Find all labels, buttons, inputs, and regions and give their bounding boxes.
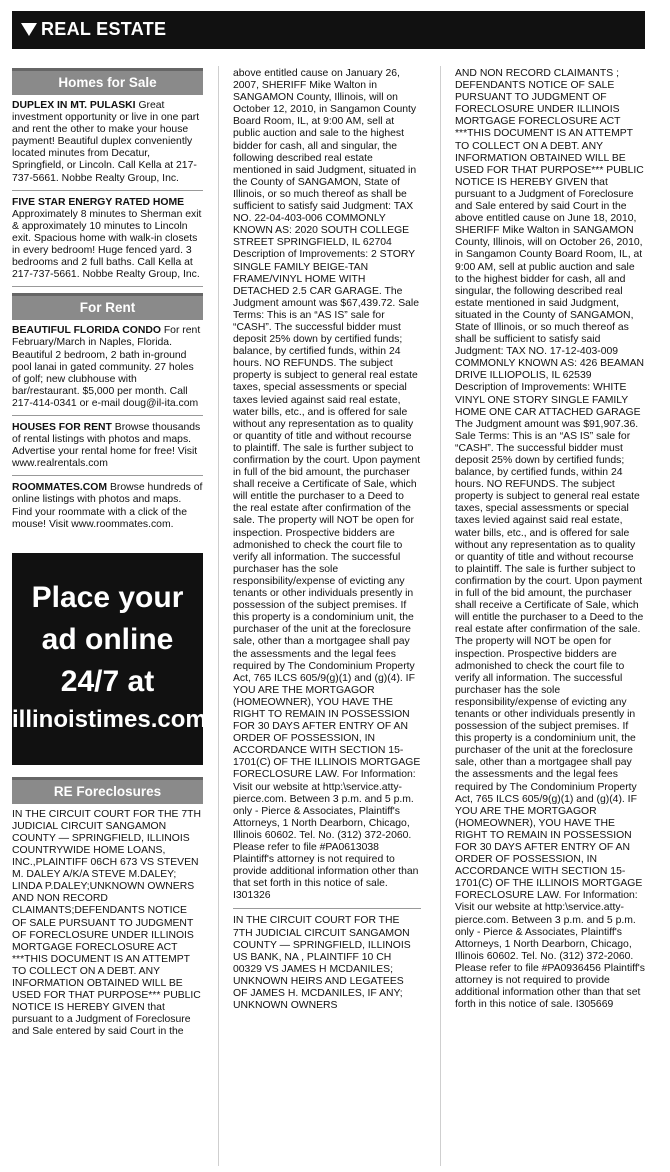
foreclosure-notice-2: IN THE CIRCUIT COURT FOR THE 7TH JUDICIAL CIRCUIT SANGAMON COUNTY — SPRINGFIELD, ILLINOIS US BANK, NA , PLAINTIFF 10 CH 00329 VS JAMES H MCDANILES; UNKNOWN HEIRS AND LEGATEES OF JAMES H. MCDANILES, IF ANY; UNKNOWN OWNERS (233, 915, 411, 1012)
promo-url[interactable]: illinoistimes.com (12, 705, 207, 733)
foreclosure-notice-1-continued: above entitled cause on January 26, 2007, SHERIFF Mike Walton in SANGAMON County, Illinois, will on October 12, 2010, in Sangamon County Board Room, IL, at 9:00 AM, sell at public auction and sale to the highest bidder for cash, all and singular, the following described real estate mentioned in said Judgment, situated in the County of SANGAMON, State of Illinois, or so much thereof as shall be sufficient to satisfy said Judgment: TAX NO. 22-04-403-006 COMMONLY KNOWN AS: 2020 SOUTH COLLEGE STREET SPRINGFIELD, IL 62704 Description of Improvements: 2 STORY SINGLE FAMILY BEIGE-TAN FRAME/VINYL HOME WITH DETACHED 2.5 CAR GARAGE. The Judgment amount was $67,439.72. Sale Terms: This is an “AS IS” sale for “CASH”. The successful bidder must deposit 25% down by certified funds; balance, by certified funds, within 24 hours. NO REFUNDS. The subject property is subject to general real estate taxes, special assessments or special taxes levied against said real estate, water bills, etc., and is offered for sale without any representation as to quality or quantity of title and without recourse to plaintiff. The sale is further subject to confirmation by the court. Upon payment in full of the bid amount, the purchaser shall receive a Certificate of Sale, which will entitle the purchaser to a Deed to the real estate after confirmation of the sale. The property will NOT be open for inspection. Prospective bidders are admonished to check the court file to verify all information. The successful purchaser has the sole responsibility/expense of evicting any tenants or other individuals presently in possession of the subject premises. If this property is a condominium unit, the purchaser of the unit at the foreclosure sale, other than a mortgagee shall pay the assessments and the legal fees required by The Condominium Property Act, 765 ILCS 605/9(g)(1) and (g)(4). IF YOU ARE THE MORTGAGOR (HOMEOWNER), YOU HAVE THE RIGHT TO REMAIN IN POSSESSION FOR 30 DAYS AFTER ENTRY OF AN ORDER OF POSSESSION, IN ACCORDANCE WITH SECTION 15-1701(C) OF THE ILLINOIS MORTGAGE FORECLOSURE LAW. For Information: Visit our website at http:\service.atty-pierce.com. Between 3 p.m. and 5 p.m. only - Pierce & Associates, Plaintiff's Attorneys, 1 North Dearborn, Chicago, Illinois 60602. Tel. No. (312) 372-2060. Please refer to file #PA0613038 Plaintiff's attorney is not required to provide additional information other than that set forth in this notice of sale. I301326 (233, 68, 421, 902)
section-banner (12, 11, 645, 49)
listing-florida-condo (12, 325, 203, 410)
re-foreclosures-heading: RE Foreclosures (12, 777, 203, 804)
triangle-down-icon (21, 23, 37, 36)
divider (233, 908, 421, 909)
divider (12, 475, 203, 476)
place-ad-promo[interactable] (12, 553, 207, 765)
listing-title: DUPLEX IN MT. PULASKI (12, 100, 136, 111)
for-rent-heading: For Rent (12, 293, 203, 320)
divider (12, 190, 203, 191)
column-divider (218, 66, 219, 1166)
listing-five-star (12, 197, 203, 282)
listing-body: Browse thousands of rental listings with photos and maps. Advertise your rental home for free! Visit www.realrentals.com (12, 421, 201, 470)
column-left (12, 68, 207, 1045)
listing-roommates (12, 482, 203, 530)
listing-title: HOUSES FOR RENT (12, 421, 112, 433)
promo-line: 24/7 at (60, 664, 155, 698)
divider (12, 415, 203, 416)
promo-line: Place your (31, 580, 184, 614)
column-right (455, 68, 645, 1017)
listing-title: FIVE STAR ENERGY RATED HOME (12, 196, 185, 208)
column-middle (233, 68, 421, 1018)
listing-duplex (12, 100, 203, 185)
listing-body: Great investment opportunity or live in one part and rent the other to make your house payment! Beautiful duplex conveniently located minutes from Decatur, Springfield, or Lincoln. Call Kella at 217-737-5661. Nobbe Realty Group, Inc. (12, 100, 200, 184)
promo-line: ad online (41, 622, 174, 656)
listing-title: BEAUTIFUL FLORIDA CONDO (12, 325, 161, 337)
foreclosure-notice-2-continued: AND NON RECORD CLAIMANTS ; DEFENDANTS NOTICE OF SALE PURSUANT TO JUDGMENT OF FORECLOSURE UNDER ILLINOIS MORTGAGE FORECLOSURE ACT ***THIS DOCUMENT IS AN ATTEMPT TO COLLECT ON A DEBT. ANY INFORMATION OBTAINED WILL BE USED FOR THAT PURPOSE*** PUBLIC NOTICE IS HEREBY GIVEN that pursuant to a Judgment of Foreclosure and Sale entered by said Court in the above entitled cause on June 18, 2010, SHERIFF Mike Walton in SANGAMON County, Illinois, will on October 26, 2010, in Sangamon County Board Room, IL, at 9:00 AM, sell at public auction and sale to the highest bidder for cash, all and singular, the following described real estate mentioned in said Judgment, situated in the County of SANGAMON, State of Illinois, or so much thereof as shall be sufficient to satisfy said Judgment: TAX NO. 17-12-403-009 COMMONLY KNOWN AS: 426 BEAMAN DRIVE ILLIOPOLIS, IL 62539 Description of Improvements: WHITE VINYL ONE STORY SINGLE FAMILY HOME ONE CAR ATTACHED GARAGE The Judgment amount was $91,907.36. Sale Terms: This is an “AS IS” sale for “CASH”. The successful bidder must deposit 25% down by certified funds; balance, by certified funds, within 24 hours. NO REFUNDS. The subject property is subject to general real estate taxes, special assessments or special taxes levied against said real estate, water bills, etc., and is offered for sale without any representation as to quality or quantity of title and without recourse to plaintiff. The sale is further subject to confirmation by the court. Upon payment in full of the bid amount, the purchaser shall receive a Certificate of Sale, which will entitle the purchaser to a Deed to the real estate after confirmation of the sale. The property will NOT be open for inspection. Prospective bidders are admonished to check the court file to verify all information. The successful purchaser has the sole responsibility/expense of evicting any tenants or other individuals presently in possession of the subject premises. If this property is a condominium unit, the purchaser of the unit at the foreclosure sale, other than a mortgagee shall pay the assessments and the legal fees required by The Condominium Property Act, 765 ILCS 605/9(g)(1) and (g)(4). IF YOU ARE THE MORTGAGOR (HOMEOWNER), YOU HAVE THE RIGHT TO REMAIN IN POSSESSION FOR 30 DAYS AFTER ENTRY OF AN ORDER OF POSSESSION, IN ACCORDANCE WITH SECTION 15-1701(C) OF THE ILLINOIS MORTGAGE FORECLOSURE LAW. For Information: Visit our website at http:\service.atty-pierce.com. Between 3 p.m. and 5 p.m. only - Pierce & Associates, Plaintiff's Attorneys, 1 North Dearborn, Chicago, Illinois 60602. Tel. No. (312) 372-2060. Please refer to file #PA0936456 Plaintiff's attorney is not required to provide additional information other than that set forth in this notice of sale. I305669 (455, 68, 645, 1011)
listing-houses-for-rent (12, 422, 203, 470)
foreclosure-notice-1: IN THE CIRCUIT COURT FOR THE 7TH JUDICIAL CIRCUIT SANGAMON COUNTY — SPRINGFIELD, ILLINOIS COUNTRYWIDE HOME LOANS, INC.,PLAINTIFF 06CH 673 VS STEVEN M. DALEY A/K/A STEVE M.DALEY; LINDA P.DALEY;UNKNOWN OWNERS AND NON RECORD CLAIMANTS;DEFENDANTS NOTICE OF SALE PURSUANT TO JUDGMENT OF FORECLOSURE UNDER ILLINOIS MORTGAGE FORECLOSURE ACT ***THIS DOCUMENT IS AN ATTEMPT TO COLLECT ON A DEBT. ANY INFORMATION OBTAINED WILL BE USED FOR THAT PURPOSE*** PUBLIC NOTICE IS HEREBY GIVEN that pursuant to a Judgment of Foreclosure and Sale entered by said Court in the (12, 808, 201, 1038)
listing-body: Approximately 8 minutes to Sherman exit & approximately 10 minutes to Lincoln exit. Spacious home with walk-in closets in every bedroom! Huge fenced yard. 3 bedrooms and 2 full baths. Call Kella at 217-737-5661. Nobbe Realty Group, Inc. (12, 208, 202, 281)
column-divider (440, 66, 441, 1166)
divider (12, 286, 203, 287)
homes-for-sale-heading: Homes for Sale (12, 68, 203, 95)
listing-body: For rent February/March in Naples, Florida. Beautiful 2 bedroom, 2 bath in-ground pool lanai in gated community. 27 holes of golf; new clubhouse with bar/restaurant. $5,000 per month. Call 217-414-0341 or e-mail doug@il-ita.com (12, 325, 201, 409)
listing-title: ROOMMATES.COM (12, 482, 108, 494)
section-title: REAL ESTATE (41, 19, 167, 39)
listing-body: Browse hundreds of online listings with photos and maps. Find your roommate with a click of the mouse! Visit www.roommates.com. (12, 482, 203, 530)
